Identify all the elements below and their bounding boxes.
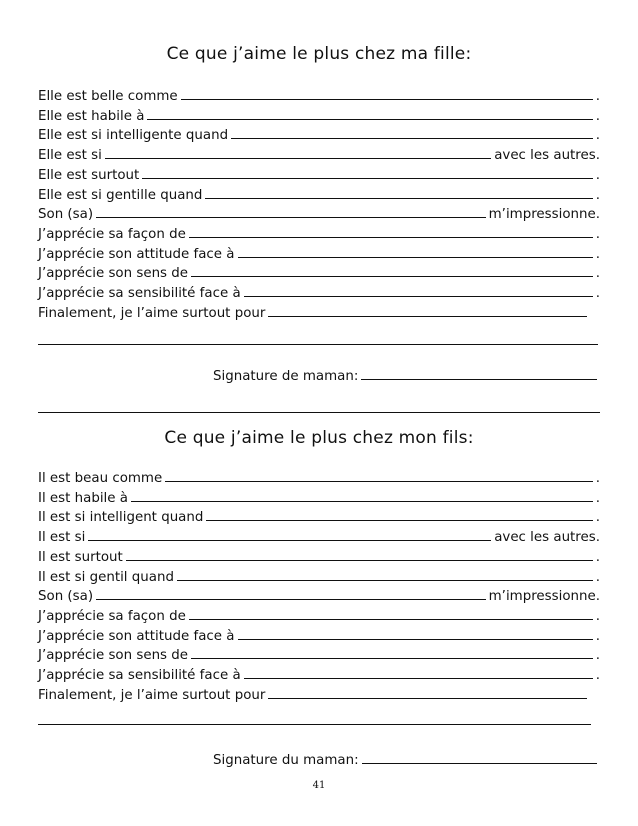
fill-in-line[interactable] bbox=[38, 486, 600, 506]
fill-in-line[interactable] bbox=[38, 261, 600, 281]
line-prompt: J’apprécie son sens de bbox=[38, 648, 189, 664]
fill-in-line[interactable] bbox=[38, 123, 600, 143]
signature-blank[interactable] bbox=[362, 762, 597, 764]
fill-in-line[interactable] bbox=[38, 163, 600, 183]
fill-in-line[interactable] bbox=[38, 545, 600, 565]
line-prompt: Il est beau comme bbox=[38, 471, 163, 486]
fill-in-line[interactable] bbox=[38, 84, 600, 104]
section-separator bbox=[38, 412, 600, 413]
line-ending: . bbox=[595, 286, 600, 301]
line-prompt: Il est si bbox=[38, 530, 86, 546]
section-son-title: Ce que j’aime le plus chez mon fils: bbox=[164, 428, 474, 448]
answer-blank[interactable] bbox=[231, 137, 593, 139]
signature-label: Signature de maman: bbox=[213, 369, 359, 384]
line-prompt: Elle est habile à bbox=[38, 108, 145, 124]
answer-blank[interactable] bbox=[96, 216, 486, 218]
fill-in-line[interactable] bbox=[38, 242, 600, 262]
signature-label: Signature du maman: bbox=[213, 753, 359, 768]
line-ending: . bbox=[595, 246, 600, 262]
answer-blank[interactable] bbox=[177, 579, 593, 581]
answer-blank[interactable] bbox=[268, 697, 587, 699]
fill-in-line[interactable] bbox=[38, 505, 600, 525]
line-ending: m’impressionne. bbox=[488, 207, 600, 223]
signature-line-son[interactable] bbox=[213, 748, 599, 768]
line-prompt: Elle est si bbox=[38, 148, 102, 164]
fill-in-line[interactable] bbox=[38, 301, 590, 321]
continuation-rule bbox=[38, 724, 591, 725]
line-ending: m’impressionne. bbox=[488, 589, 600, 605]
line-prompt: Son (sa) bbox=[38, 589, 94, 605]
line-prompt: J’apprécie sa sensibilité face à bbox=[38, 668, 241, 683]
line-ending: . bbox=[595, 569, 600, 585]
line-ending: . bbox=[595, 549, 600, 565]
answer-blank[interactable] bbox=[268, 315, 587, 317]
line-prompt: J’apprécie sa façon de bbox=[38, 608, 186, 624]
line-ending: . bbox=[595, 266, 600, 282]
answer-blank[interactable] bbox=[126, 559, 593, 561]
fill-in-line[interactable] bbox=[38, 663, 600, 683]
line-prompt: Elle est surtout bbox=[38, 167, 140, 183]
line-ending: . bbox=[595, 510, 600, 526]
fill-in-line[interactable] bbox=[38, 525, 600, 545]
answer-blank[interactable] bbox=[191, 275, 593, 277]
page-number: 41 bbox=[312, 780, 326, 791]
line-ending: . bbox=[595, 471, 600, 486]
line-prompt: J’apprécie son attitude face à bbox=[38, 246, 235, 262]
answer-blank[interactable] bbox=[191, 657, 593, 659]
continuation-rule bbox=[38, 344, 598, 345]
line-prompt: Elle est belle comme bbox=[38, 89, 178, 104]
line-ending: . bbox=[595, 167, 600, 183]
answer-blank[interactable] bbox=[165, 480, 593, 482]
line-prompt: Son (sa) bbox=[38, 207, 94, 223]
fill-in-line[interactable] bbox=[38, 183, 600, 203]
line-prompt: Finalement, je l’aime surtout pour bbox=[38, 687, 266, 703]
fill-in-line[interactable] bbox=[38, 281, 600, 301]
answer-blank[interactable] bbox=[181, 98, 593, 100]
line-prompt: Finalement, je l’aime surtout pour bbox=[38, 305, 266, 321]
fill-in-line[interactable] bbox=[38, 624, 600, 644]
fill-in-line[interactable] bbox=[38, 104, 600, 124]
line-ending: . bbox=[595, 628, 600, 644]
line-ending: . bbox=[595, 89, 600, 104]
answer-blank[interactable] bbox=[105, 157, 491, 159]
line-prompt: Il est habile à bbox=[38, 490, 128, 506]
line-prompt: J’apprécie son attitude face à bbox=[38, 628, 235, 644]
line-ending: . bbox=[595, 226, 600, 242]
line-prompt: Elle est si gentille quand bbox=[38, 187, 203, 203]
answer-blank[interactable] bbox=[142, 177, 592, 179]
line-prompt: Il est surtout bbox=[38, 549, 123, 565]
line-prompt: J’apprécie son sens de bbox=[38, 266, 189, 282]
line-ending: . bbox=[595, 128, 600, 144]
answer-blank[interactable] bbox=[189, 618, 593, 620]
line-ending: avec les autres. bbox=[494, 148, 600, 164]
answer-blank[interactable] bbox=[147, 118, 592, 120]
line-ending: . bbox=[595, 668, 600, 683]
line-prompt: Il est si gentil quand bbox=[38, 569, 174, 585]
line-ending: . bbox=[595, 608, 600, 624]
line-ending: avec les autres. bbox=[494, 530, 600, 546]
fill-in-line[interactable] bbox=[38, 222, 600, 242]
answer-blank[interactable] bbox=[238, 638, 593, 640]
fill-in-line[interactable] bbox=[38, 466, 600, 486]
answer-blank[interactable] bbox=[206, 519, 592, 521]
answer-blank[interactable] bbox=[244, 677, 593, 679]
fill-in-line[interactable] bbox=[38, 643, 600, 663]
fill-in-line[interactable] bbox=[38, 565, 600, 585]
answer-blank[interactable] bbox=[131, 500, 593, 502]
answer-blank[interactable] bbox=[88, 539, 491, 541]
answer-blank[interactable] bbox=[244, 295, 593, 297]
answer-blank[interactable] bbox=[96, 598, 486, 600]
line-ending: . bbox=[595, 108, 600, 124]
section-daughter-title: Ce que j’aime le plus chez ma fille: bbox=[166, 44, 472, 64]
fill-in-line[interactable] bbox=[38, 683, 590, 703]
answer-blank[interactable] bbox=[238, 256, 593, 258]
fill-in-line[interactable] bbox=[38, 584, 600, 604]
line-prompt: Elle est si intelligente quand bbox=[38, 128, 229, 144]
answer-blank[interactable] bbox=[189, 236, 593, 238]
fill-in-line[interactable] bbox=[38, 202, 600, 222]
line-prompt: Il est si intelligent quand bbox=[38, 510, 204, 526]
line-ending: . bbox=[595, 187, 600, 203]
fill-in-line[interactable] bbox=[38, 604, 600, 624]
line-prompt: J’apprécie sa sensibilité face à bbox=[38, 286, 241, 301]
signature-line-daughter[interactable] bbox=[213, 364, 599, 384]
line-ending: . bbox=[595, 490, 600, 506]
line-ending: . bbox=[595, 648, 600, 664]
line-prompt: J’apprécie sa façon de bbox=[38, 226, 186, 242]
signature-blank[interactable] bbox=[361, 378, 597, 380]
answer-blank[interactable] bbox=[205, 197, 592, 199]
fill-in-line[interactable] bbox=[38, 143, 600, 163]
